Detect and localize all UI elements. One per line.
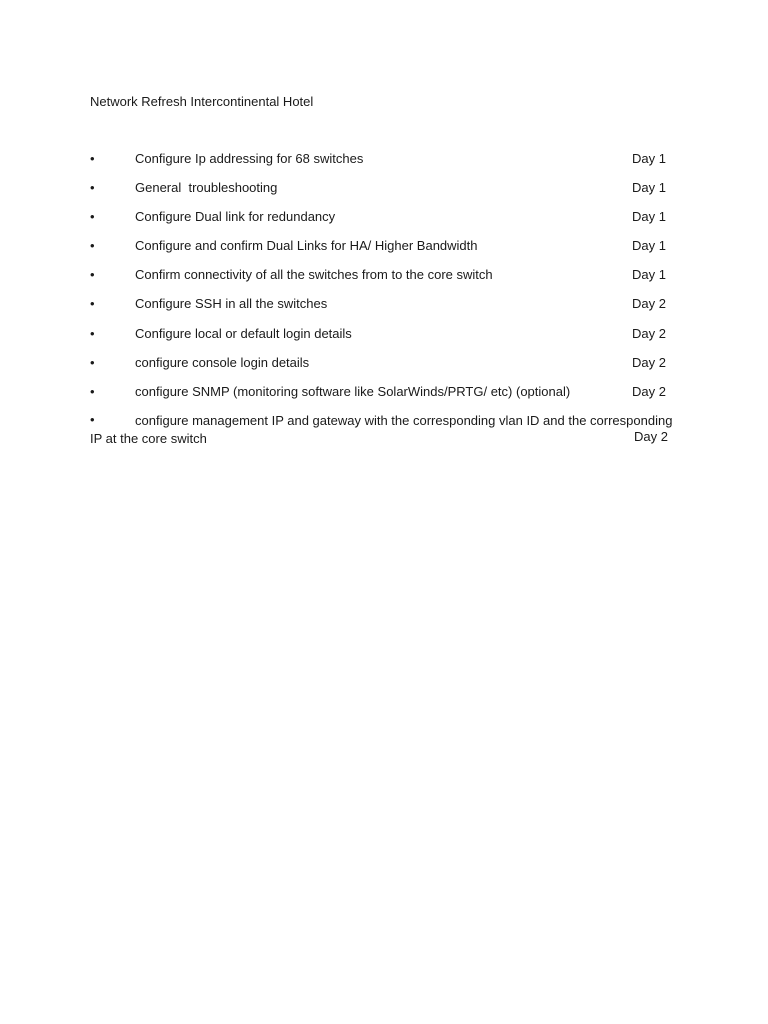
list-item xyxy=(90,412,680,452)
bullet-icon: • xyxy=(90,209,95,225)
list-item xyxy=(90,384,680,413)
task-day: Day 2 xyxy=(632,296,666,312)
list-item xyxy=(90,355,680,384)
bullet-icon: • xyxy=(90,238,95,254)
task-text: Configure local or default login details xyxy=(135,325,352,341)
task-day: Day 2 xyxy=(632,383,666,399)
task-day: Day 1 xyxy=(632,151,666,166)
task-day: Day 2 xyxy=(632,325,666,341)
task-text: Configure SSH in all the switches xyxy=(135,296,328,312)
task-text: configure SNMP (monitoring software like SolarWinds/PRTG/ etc) (optional) xyxy=(135,383,571,399)
list-item xyxy=(90,296,680,325)
task-text: configure management IP and gateway with the corresponding vlan ID and the corresponding IP at the core switch xyxy=(90,412,673,447)
bullet-icon: • xyxy=(90,296,95,312)
task-day: Day 1 xyxy=(632,267,666,283)
list-item xyxy=(90,267,680,296)
list-item xyxy=(90,238,680,267)
document-title: Network Refresh Intercontinental Hotel xyxy=(90,94,314,109)
task-list xyxy=(90,151,680,452)
task-day: Day 2 xyxy=(634,428,668,444)
bullet-icon: • xyxy=(90,354,95,370)
bullet-icon: • xyxy=(90,151,95,166)
bullet-icon: • xyxy=(90,267,95,283)
task-text: Confirm connectivity of all the switches from to the core switch xyxy=(135,267,493,283)
list-item xyxy=(90,180,680,209)
task-day: Day 2 xyxy=(632,354,666,370)
bullet-icon: • xyxy=(90,325,95,341)
task-day: Day 1 xyxy=(632,238,666,254)
list-item xyxy=(90,151,680,180)
bullet-icon: • xyxy=(90,180,95,196)
task-text: Configure and confirm Dual Links for HA/ Higher Bandwidth xyxy=(135,238,478,254)
list-item xyxy=(90,209,680,238)
task-day: Day 1 xyxy=(632,209,666,225)
task-text: General troubleshooting xyxy=(135,180,278,196)
task-text: configure console login details xyxy=(135,354,310,370)
bullet-icon: • xyxy=(90,383,95,399)
task-text: Configure Dual link for redundancy xyxy=(135,209,336,225)
list-item xyxy=(90,326,680,355)
task-day: Day 1 xyxy=(632,180,666,196)
bullet-icon: • xyxy=(90,411,95,427)
task-text: Configure Ip addressing for 68 switches xyxy=(135,151,364,166)
